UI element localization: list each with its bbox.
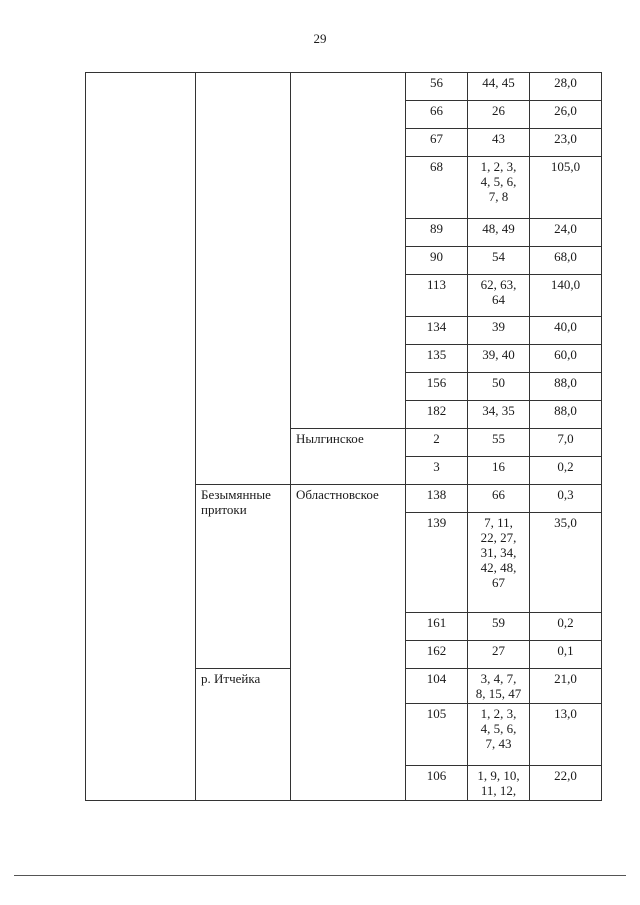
allotment-cell: 43 — [468, 129, 530, 157]
allotment-cell: 16 — [468, 457, 530, 485]
allotment-cell: 26 — [468, 101, 530, 129]
tributary-cell: р. Итчейка — [196, 669, 291, 801]
area-cell: 88,0 — [530, 401, 602, 429]
allotment-cell: 1, 2, 3, 4, 5, 6, 7, 43 — [468, 704, 530, 766]
quarter-cell: 105 — [406, 704, 468, 766]
quarter-cell: 156 — [406, 373, 468, 401]
area-cell: 40,0 — [530, 317, 602, 345]
area-cell: 23,0 — [530, 129, 602, 157]
bottom-rule — [14, 875, 626, 876]
forestry-cell: Областновское — [291, 485, 406, 801]
allotment-cell: 55 — [468, 429, 530, 457]
tributary-cell — [196, 73, 291, 485]
allotment-cell: 50 — [468, 373, 530, 401]
area-cell: 7,0 — [530, 429, 602, 457]
area-cell: 140,0 — [530, 275, 602, 317]
quarter-cell: 135 — [406, 345, 468, 373]
allotment-cell: 7, 11, 22, 27, 31, 34, 42, 48, 67 — [468, 513, 530, 613]
quarter-cell: 162 — [406, 641, 468, 669]
allotment-cell: 44, 45 — [468, 73, 530, 101]
allotment-cell: 59 — [468, 613, 530, 641]
quarter-cell: 182 — [406, 401, 468, 429]
tributary-cell: Безымянные притоки — [196, 485, 291, 669]
forestry-cell — [291, 73, 406, 429]
area-cell: 35,0 — [530, 513, 602, 613]
area-cell: 105,0 — [530, 157, 602, 219]
area-cell: 0,1 — [530, 641, 602, 669]
allotment-cell: 39, 40 — [468, 345, 530, 373]
table-row — [86, 73, 602, 101]
data-table — [85, 72, 602, 801]
area-cell: 13,0 — [530, 704, 602, 766]
area-cell: 0,2 — [530, 613, 602, 641]
quarter-cell: 56 — [406, 73, 468, 101]
forestry-cell: Нылгинское — [291, 429, 406, 485]
area-cell: 22,0 — [530, 766, 602, 801]
allotment-cell: 1, 9, 10, 11, 12, — [468, 766, 530, 801]
allotment-cell: 27 — [468, 641, 530, 669]
area-cell: 60,0 — [530, 345, 602, 373]
quarter-cell: 106 — [406, 766, 468, 801]
quarter-cell: 161 — [406, 613, 468, 641]
quarter-cell: 2 — [406, 429, 468, 457]
area-cell: 68,0 — [530, 247, 602, 275]
area-cell: 88,0 — [530, 373, 602, 401]
area-cell: 24,0 — [530, 219, 602, 247]
quarter-cell: 138 — [406, 485, 468, 513]
quarter-cell: 139 — [406, 513, 468, 613]
allotment-cell: 54 — [468, 247, 530, 275]
area-cell: 0,3 — [530, 485, 602, 513]
quarter-cell: 104 — [406, 669, 468, 704]
table-body — [86, 73, 602, 801]
allotment-cell: 39 — [468, 317, 530, 345]
quarter-cell: 67 — [406, 129, 468, 157]
quarter-cell: 68 — [406, 157, 468, 219]
page-number: 29 — [313, 31, 327, 46]
allotment-cell: 66 — [468, 485, 530, 513]
quarter-cell: 89 — [406, 219, 468, 247]
area-cell: 28,0 — [530, 73, 602, 101]
allotment-cell: 3, 4, 7, 8, 15, 47 — [468, 669, 530, 704]
allotment-cell: 48, 49 — [468, 219, 530, 247]
quarter-cell: 134 — [406, 317, 468, 345]
river-cell — [86, 73, 196, 801]
quarter-cell: 3 — [406, 457, 468, 485]
allotment-cell: 34, 35 — [468, 401, 530, 429]
quarter-cell: 90 — [406, 247, 468, 275]
area-cell: 21,0 — [530, 669, 602, 704]
area-cell: 26,0 — [530, 101, 602, 129]
allotment-cell: 62, 63, 64 — [468, 275, 530, 317]
quarter-cell: 66 — [406, 101, 468, 129]
quarter-cell: 113 — [406, 275, 468, 317]
allotment-cell: 1, 2, 3, 4, 5, 6, 7, 8 — [468, 157, 530, 219]
area-cell: 0,2 — [530, 457, 602, 485]
